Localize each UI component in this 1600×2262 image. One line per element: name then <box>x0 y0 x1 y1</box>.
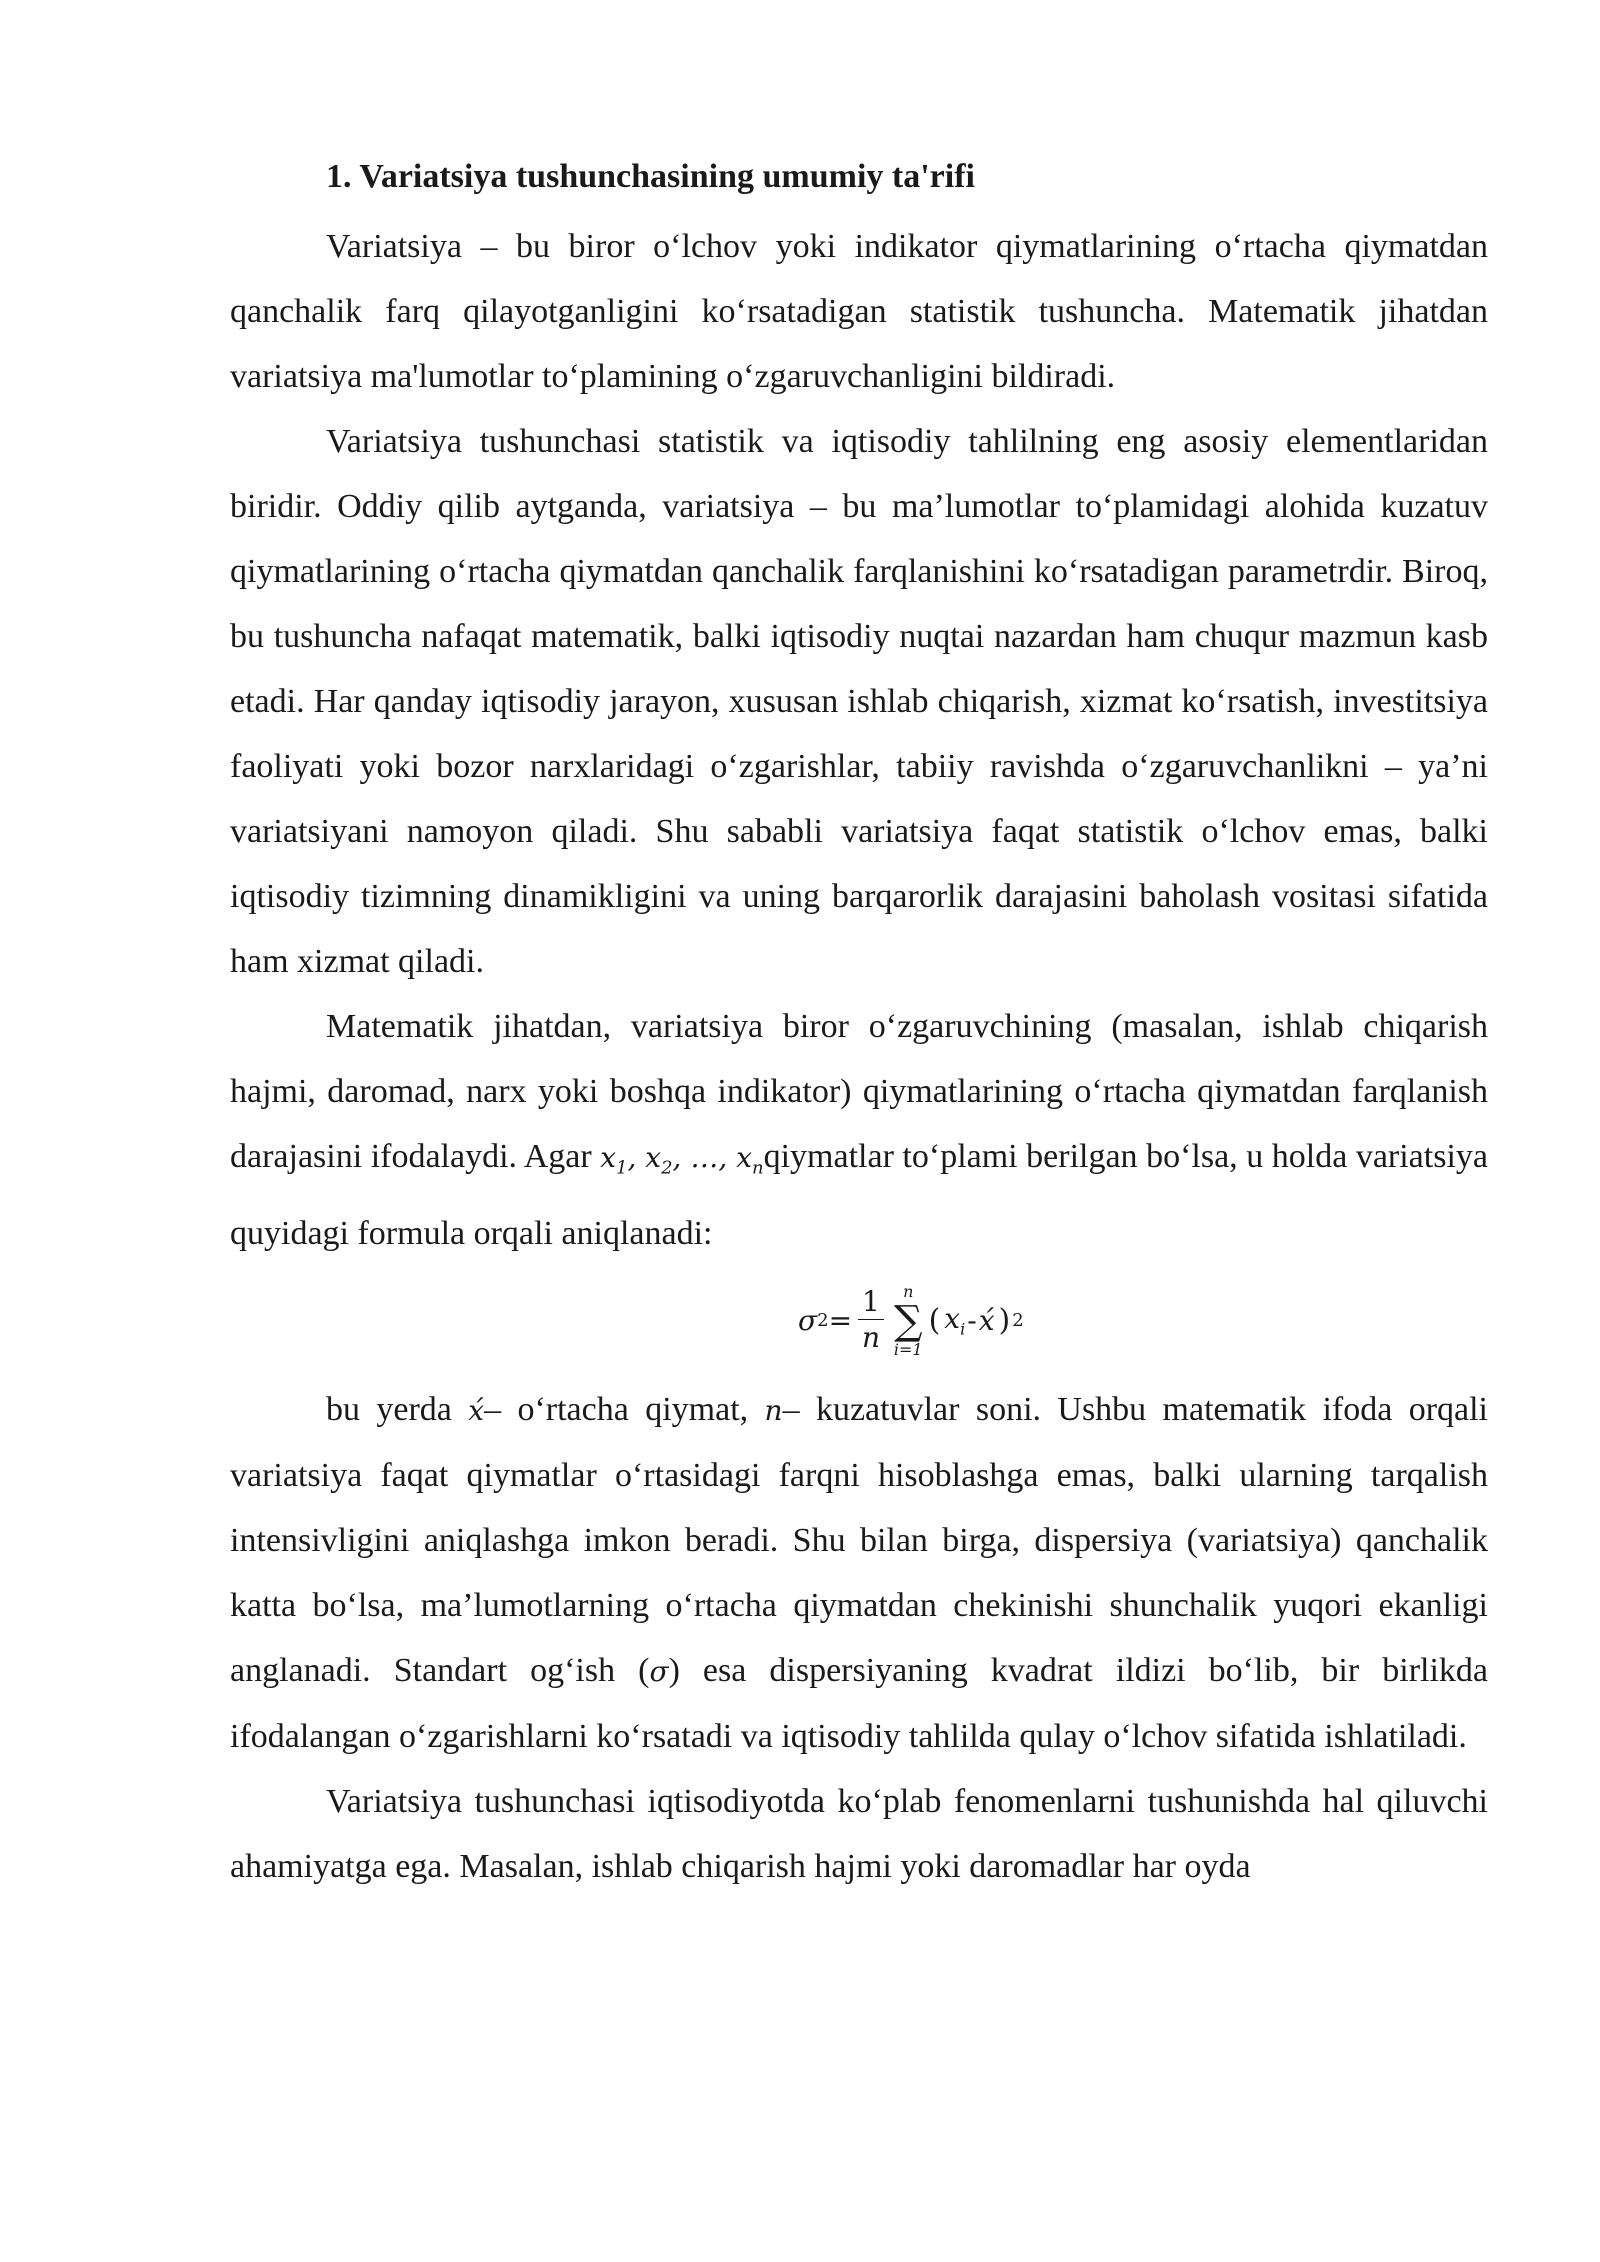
paragraph-math-definition <box>230 994 1488 1266</box>
formula-minus: - <box>967 1304 977 1338</box>
formula-expression <box>798 1276 1024 1366</box>
paragraph-definition: Variatsiya – bu biror o‘lchov yoki indikator qiymatlarining o‘rtacha qiymatdan qanchalik farq qilayotganligini ko‘rsatadigan statistik tushuncha. Matematik jihatdan variatsiya ma'lumotlar to‘plamining o‘zgaruvchanligini bildiradi. <box>230 228 1488 395</box>
formula-fraction <box>858 1285 884 1356</box>
formula-xi <box>944 1302 965 1339</box>
variance-formula <box>230 1268 1488 1373</box>
fraction-numerator: 1 <box>858 1285 884 1320</box>
paragraph-economic-phenomena: Variatsiya tushunchasi iqtisodiyotda ko‘plab fenomenlarni tushunishda hal qiluvchi ahamiyatga ega. Masalan, ishlab chiqarish hajmi yoki daromadlar har oyda <box>230 1782 1488 1885</box>
fraction-denominator: n <box>861 1321 880 1355</box>
math-var-x: x <box>600 1141 616 1174</box>
math-subscript: n <box>752 1157 764 1179</box>
paragraph-text: – kuzatuvlar soni. Ushbu matematik ifoda orqali variatsiya faqat qiymatlar o‘rtasidagi farqni hisoblashga emas, balki ularning tarqalish intensivligini aniqlashga imkon beradi. Shu bilan birga, dispersiya (variatsiya) qanchalik katta bo‘lsa, ma’lumotlarning o‘rtacha qiymatdan chekinishi shunchalik yuqori ekanligi anglanadi. Standart og‘ish ( <box>230 1390 1488 1689</box>
math-sequence <box>600 1141 764 1179</box>
math-var-x: x <box>736 1141 753 1174</box>
paragraph-text: ) esa dispersiyaning kvadrat ildizi bo‘lib, bir birlikda ifodalangan o‘zgarishlarni ko‘rsatadi va iqtisodiy tahlilda qulay o‘lchov sifatida ishlatiladi. <box>230 1651 1488 1755</box>
paragraph-text: – o‘rtacha qiymat, <box>484 1390 765 1428</box>
formula-xbar: x́ <box>978 1304 995 1338</box>
math-separator: , …, <box>672 1141 737 1174</box>
formula-x-subscript: i <box>960 1319 966 1339</box>
sum-lower-limit: i=1 <box>893 1339 923 1359</box>
math-subscript: 1 <box>616 1157 628 1179</box>
formula-open-paren: ( <box>928 1303 941 1339</box>
paragraph-economic-meaning: Variatsiya tushunchasi statistik va iqtisodiy tahlilning eng asosiy elementlaridan biridir. Oddiy qilib aytganda, variatsiya – bu ma’lumotlar to‘plamidagi alohida kuzatuv qiymatlarining o‘rtacha qiymatdan qanchalik farqlanishini ko‘rsatadigan parametrdir. Biroq, bu tushuncha nafaqat matematik, balki iqtisodiy nuqtai nazardan ham chuqur mazmun kasb etadi. Har qanday iqtisodiy jarayon, xususan ishlab chiqarish, xizmat ko‘rsatish, investitsiya faoliyati yoki bozor narxlaridagi o‘zgarishlar, tabiiy ravishda o‘zgaruvchanlikni – ya’ni variatsiyani namoyon qiladi. Shu sababli variatsiya faqat statistik o‘lchov emas, balki iqtisodiy tizimning dinamikligini va uning barqarorlik darajasini baholash vositasi sifatida ham xizmat qiladi. <box>230 423 1488 980</box>
formula-sigma: σ <box>798 1304 818 1338</box>
formula-x: x <box>944 1302 961 1336</box>
formula-exponent: 2 <box>1012 1310 1024 1332</box>
math-separator: , <box>627 1141 646 1174</box>
document-page <box>230 150 1488 1899</box>
math-n: n <box>764 1393 783 1427</box>
section-heading: 1. Variatsiya tushunchasining umumiy ta'rifi <box>326 158 975 195</box>
formula-close-paren: ) <box>998 1303 1011 1339</box>
paragraph-text: qiymatlar to‘plami berilgan bo‘lsa, u holda variatsiya quyidagi formula orqali aniqlanadi: <box>230 1138 1488 1252</box>
math-var-x: x <box>645 1141 662 1174</box>
math-mean: x́ <box>468 1393 485 1427</box>
sum-symbol: ∑ <box>893 1297 923 1344</box>
sum-upper-limit: n <box>903 1281 914 1301</box>
paragraph-text: Matematik jihatdan, variatsiya biror o‘zgaruvchining (masalan, ishlab chiqarish hajmi, daromad, narx yoki boshqa indikator) qiymatlarining o‘rtacha qiymatdan farqlanish darajasini ifodalaydi. Agar <box>230 1008 1488 1175</box>
formula-equals: = <box>828 1304 853 1338</box>
formula-sigma-exponent: 2 <box>817 1310 829 1332</box>
math-sigma: σ <box>649 1654 669 1688</box>
math-subscript: 2 <box>661 1157 673 1179</box>
summation <box>894 1283 923 1359</box>
paragraph-text: bu yerda <box>326 1390 469 1428</box>
paragraph-formula-explanation <box>230 1377 1488 1769</box>
